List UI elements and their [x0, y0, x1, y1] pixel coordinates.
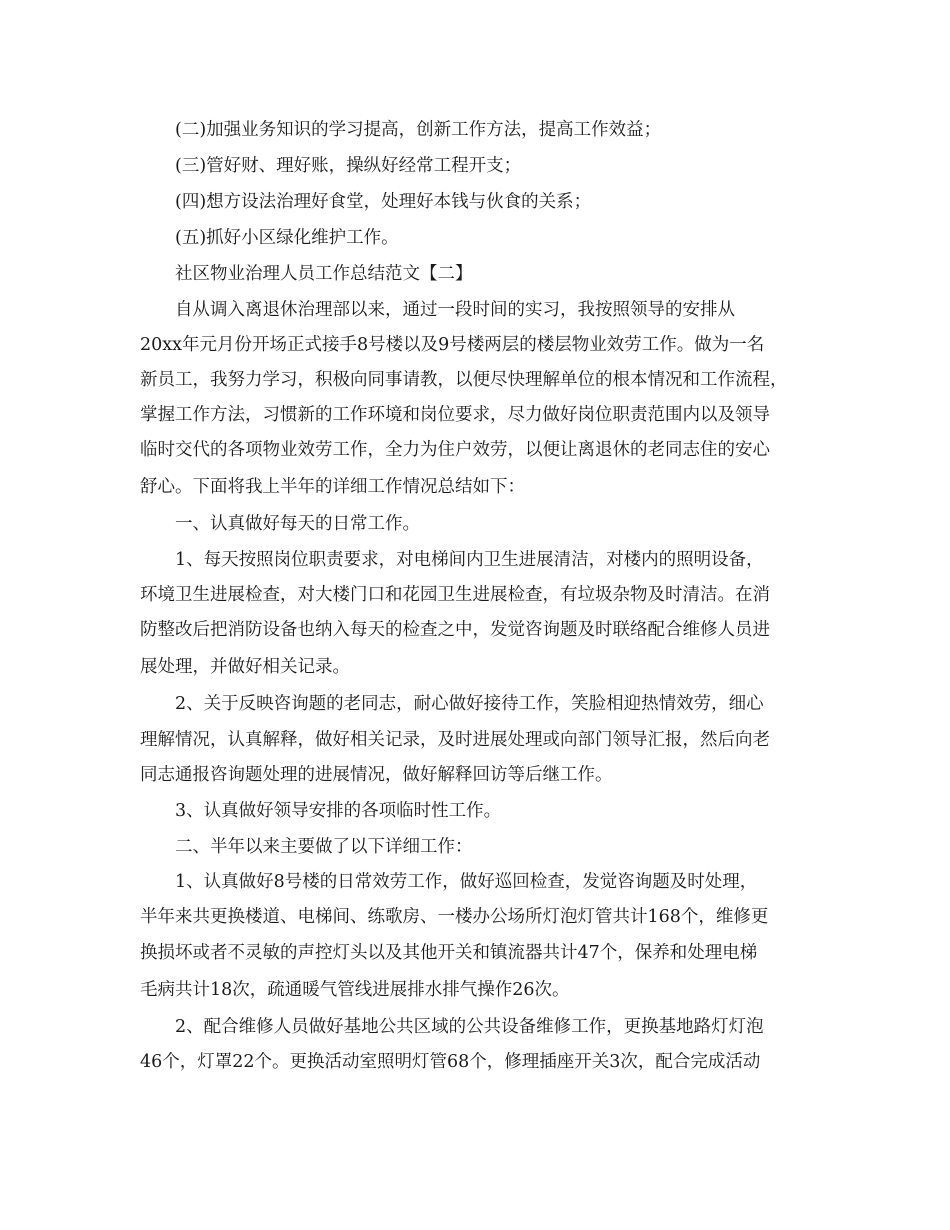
paragraph-line: 掌握工作方法，习惯新的工作环境和岗位要求，尽力做好岗位职责范围内以及领导 — [140, 405, 770, 425]
subsection-heading: 二、半年以来主要做了以下详细工作： — [175, 837, 473, 857]
paragraph-line: 自从调入离退休治理部以来，通过一段时间的实习，我按照领导的安排从 — [175, 300, 735, 320]
paragraph-line: 20xx年元月份开场正式接手8号楼以及9号楼两层的楼层物业效劳工作。做为一名 — [140, 335, 765, 355]
paragraph-line: 新员工，我努力学习，积极向同事请教，以便尽快理解单位的根本情况和工作流程， — [140, 370, 788, 390]
list-item-3: (三)管好财、理好账，操纵好经常工程开支； — [175, 156, 522, 176]
paragraph-line: 换损坏或者不灵敏的声控灯头以及其他开关和镇流器共计47个，保养和处理电梯 — [140, 943, 758, 963]
section-heading: 社区物业治理人员工作总结范文【二】 — [175, 264, 473, 284]
paragraph-line: 舒心。下面将我上半年的详细工作情况总结如下： — [140, 477, 525, 497]
list-item-2: (二)加强业务知识的学习提高，创新工作方法，提高工作效益； — [175, 120, 662, 140]
paragraph-line: 毛病共计18次，疏通暖气管线进展排水排气操作26次。 — [140, 980, 570, 1000]
paragraph-line: 防整改后把消防设备也纳入每天的检查之中，发觉咨询题及时联络配合维修人员进 — [140, 620, 770, 640]
paragraph-line: 2、关于反映咨询题的老同志，耐心做好接待工作，笑脸相迎热情效劳，细心 — [175, 694, 764, 714]
subsection-heading: 一、认真做好每天的日常工作。 — [175, 514, 420, 534]
paragraph-line: 2、配合维修人员做好基地公共区域的公共设备维修工作，更换基地路灯灯泡 — [175, 1017, 764, 1037]
paragraph-line: 半年来共更换楼道、电梯间、练歌房、一楼办公场所灯泡灯管共计168个，维修更 — [140, 907, 769, 927]
paragraph-line: 3、认真做好领导安排的各项临时性工作。 — [175, 801, 502, 821]
paragraph-line: 展处理，并做好相关记录。 — [140, 657, 350, 677]
paragraph-line: 1、认真做好8号楼的日常效劳工作，做好巡回检查，发觉咨询题及时处理， — [175, 872, 758, 892]
list-item-5: (五)抓好小区绿化维护工作。 — [175, 228, 399, 248]
paragraph-line: 临时交代的各项物业效劳工作，全力为住户效劳，以便让离退休的老同志住的安心 — [140, 440, 770, 460]
list-item-4: (四)想方设法治理好食堂，处理好本钱与伙食的关系； — [175, 192, 592, 212]
paragraph-line: 理解情况，认真解释，做好相关记录，及时进展处理或向部门领导汇报，然后向老 — [140, 730, 770, 750]
paragraph-line: 46个，灯罩22个。更换活动室照明灯管68个，修理插座开关3次，配合完成活动 — [140, 1052, 761, 1072]
paragraph-line: 同志通报咨询题处理的进展情况，做好解释回访等后继工作。 — [140, 765, 613, 785]
paragraph-line: 1、每天按照岗位职责要求，对电梯间内卫生进展清洁，对楼内的照明设备， — [175, 550, 764, 570]
paragraph-line: 环境卫生进展检查，对大楼门口和花园卫生进展检查，有垃圾杂物及时清洁。在消 — [140, 585, 770, 605]
